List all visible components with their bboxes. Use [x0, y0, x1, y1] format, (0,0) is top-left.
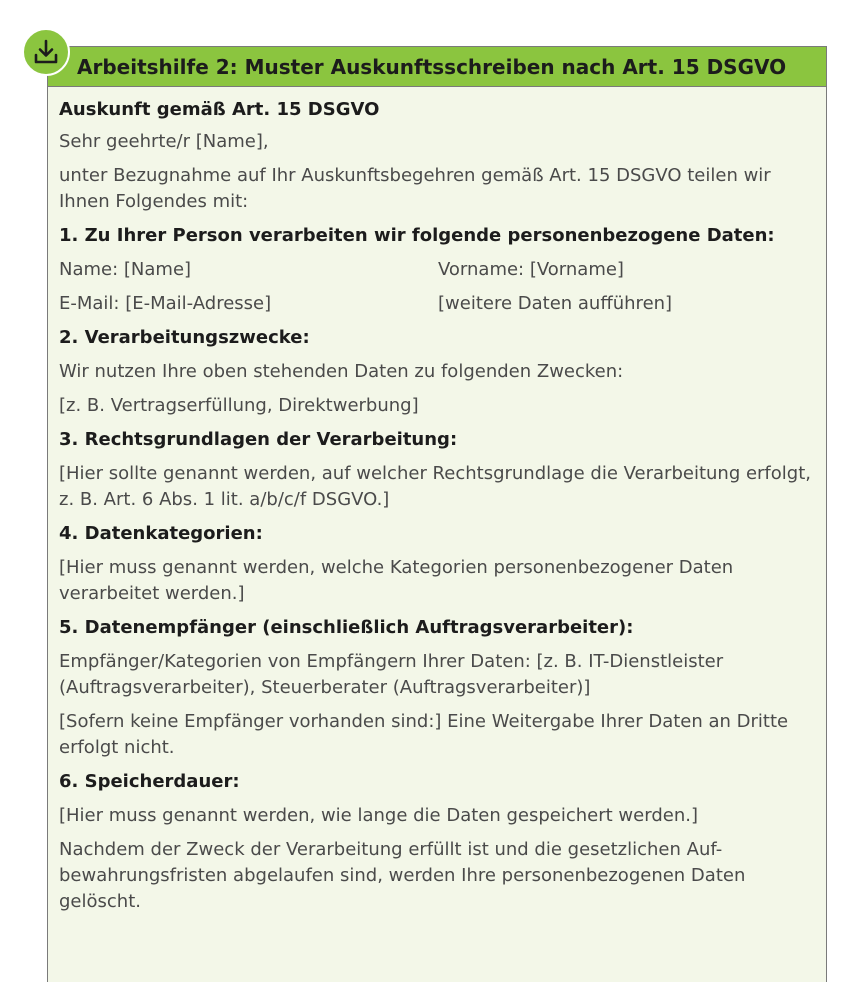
section-4-line-1: [Hier muss genannt werden, welche Kategorien personenbezogener Daten — [59, 557, 734, 578]
worksheet-box — [47, 46, 827, 982]
email-field: E-Mail: [E-Mail-Adresse] — [59, 293, 272, 314]
letter-content — [48, 87, 826, 915]
data-row-2 — [59, 291, 816, 317]
section-6-line-4: gelöscht. — [59, 891, 141, 912]
download-icon[interactable] — [22, 28, 70, 76]
salutation: Sehr geehrte/r [Name], — [59, 131, 269, 152]
section-4-heading: 4. Datenkategorien: — [59, 523, 263, 544]
vorname-field: Vorname: [Vorname] — [438, 259, 624, 280]
section-5-line-4: erfolgt nicht. — [59, 737, 175, 758]
name-field: Name: [Name] — [59, 259, 192, 280]
section-2-line-2: [z. B. Vertragserfüllung, Direktwerbung] — [59, 395, 419, 416]
letter-heading: Auskunft gemäß Art. 15 DSGVO — [59, 99, 380, 120]
more-data-field: [weitere Daten aufführen] — [438, 293, 673, 314]
data-row-1 — [59, 257, 816, 283]
section-6-line-1: [Hier muss genannt werden, wie lange die Daten gespeichert werden.] — [59, 805, 698, 826]
download-arrow-icon — [32, 38, 60, 66]
section-6-line-3: bewahrungsfristen abgelaufen sind, werden Ihre personenbezogenen Daten — [59, 865, 746, 886]
section-6-line-2: Nachdem der Zweck der Verarbeitung erfüllt ist und die gesetzlichen Auf- — [59, 839, 723, 860]
worksheet-title: Arbeitshilfe 2: Muster Auskunftsschreiben nach Art. 15 DSGVO — [77, 54, 787, 79]
section-5-line-2: (Auftragsverarbeiter), Steuerberater (Auftragsverarbeiter)] — [59, 677, 591, 698]
worksheet-header — [48, 47, 826, 87]
section-2-heading: 2. Verarbeitungszwecke: — [59, 327, 310, 348]
section-3-line-1: [Hier sollte genannt werden, auf welcher Rechtsgrundlage die Verarbeitung erfolgt, — [59, 463, 811, 484]
intro-line-1: unter Bezugnahme auf Ihr Auskunftsbegehren gemäß Art. 15 DSGVO teilen wir — [59, 165, 771, 186]
section-1-heading: 1. Zu Ihrer Person verarbeiten wir folgende personenbezogene Daten: — [59, 225, 775, 246]
section-3-line-2: z. B. Art. 6 Abs. 1 lit. a/b/c/f DSGVO.] — [59, 489, 390, 510]
intro-line-2: Ihnen Folgendes mit: — [59, 191, 249, 212]
section-4-line-2: verarbeitet werden.] — [59, 583, 245, 604]
section-5-line-1: Empfänger/Kategorien von Empfängern Ihrer Daten: [z. B. IT-Dienstleister — [59, 651, 724, 672]
section-6-heading: 6. Speicherdauer: — [59, 771, 240, 792]
section-5-heading: 5. Datenempfänger (einschließlich Auftragsverarbeiter): — [59, 617, 634, 638]
section-2-line-1: Wir nutzen Ihre oben stehenden Daten zu folgenden Zwecken: — [59, 361, 624, 382]
section-3-heading: 3. Rechtsgrundlagen der Verarbeitung: — [59, 429, 458, 450]
section-5-line-3: [Sofern keine Empfänger vorhanden sind:] Eine Weitergabe Ihrer Daten an Dritte — [59, 711, 789, 732]
